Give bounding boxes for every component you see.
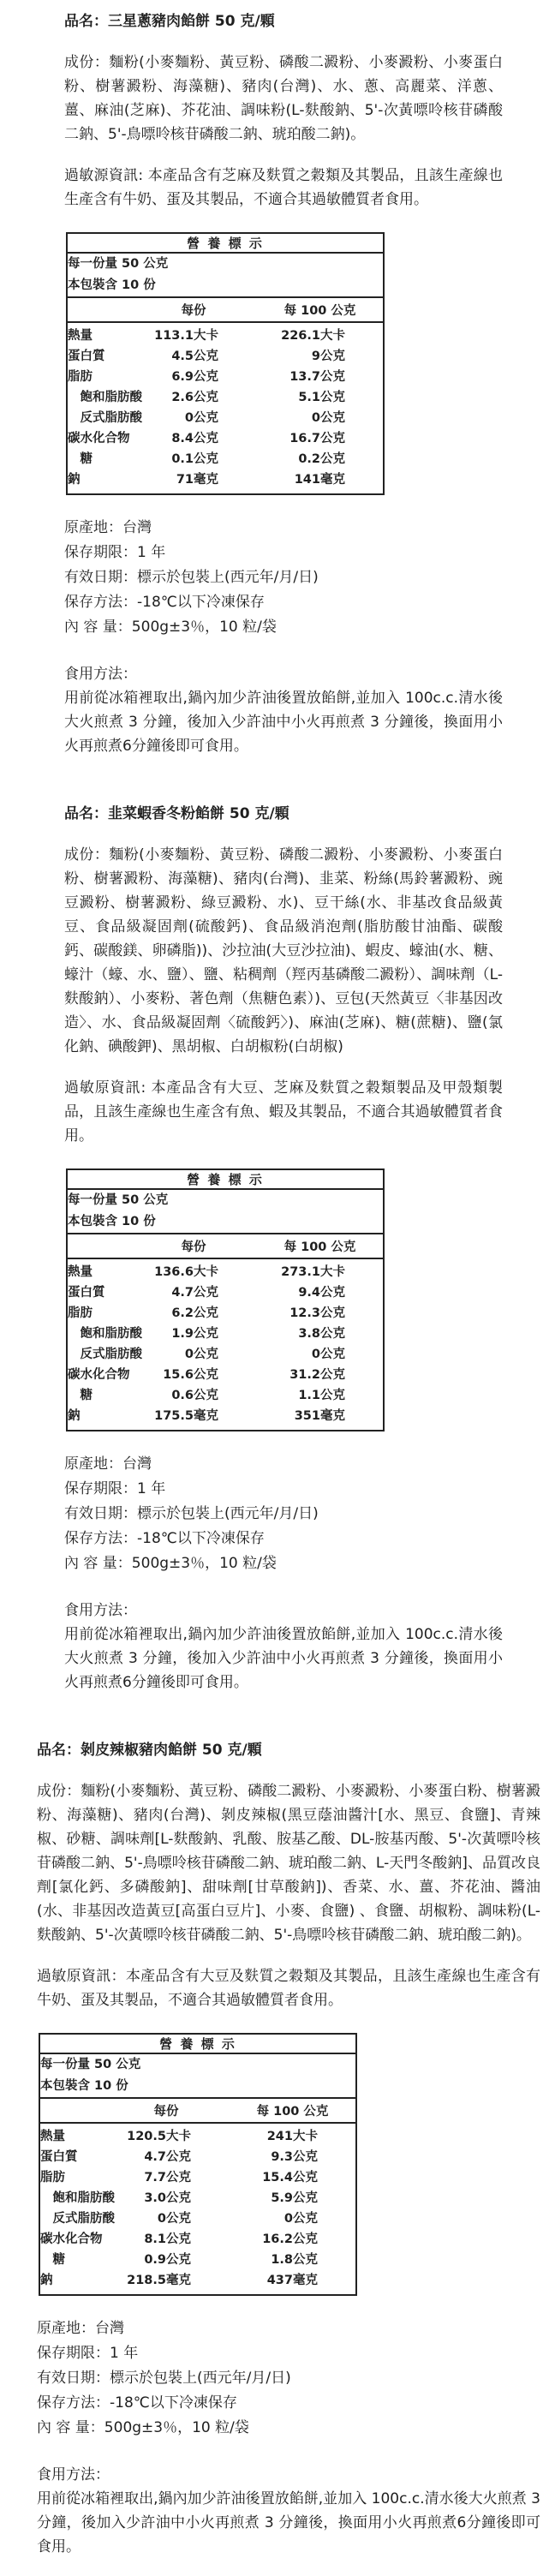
per-serving-value: 120.5 xyxy=(127,2130,166,2143)
per-100g-unit: 公克 xyxy=(320,1286,345,1300)
per-serving-unit: 毫克 xyxy=(194,473,218,487)
nutrition-row xyxy=(67,1258,384,1282)
nutrient-label: 熱量 xyxy=(40,2130,65,2143)
nutrient-label: 蛋白質 xyxy=(68,350,105,363)
nutrition-row xyxy=(39,2208,356,2229)
serving-info xyxy=(39,2053,356,2098)
nutrition-row xyxy=(39,2229,356,2250)
per-serving-unit: 公克 xyxy=(194,1348,218,1361)
per-serving-unit: 公克 xyxy=(166,2150,191,2164)
nutrition-row xyxy=(67,449,384,469)
per-100g-unit: 大卡 xyxy=(293,2130,318,2143)
per-serving-value: 7.7 xyxy=(144,2171,166,2185)
per-100g-unit: 大卡 xyxy=(320,329,345,343)
per-100g-unit: 公克 xyxy=(320,1306,345,1320)
per-serving-unit: 公克 xyxy=(194,1389,218,1402)
net-content-line: 內 容 量：500g±3％，10 粒/袋 xyxy=(64,1555,277,1572)
per-100g-value: 226.1 xyxy=(281,329,320,343)
per-100g-value: 0.2 xyxy=(298,452,320,466)
product-name: 品名：剝皮辣椒豬肉餡餅 50 克/顆 xyxy=(37,1742,262,1759)
per-serving-unit: 公克 xyxy=(166,2212,191,2226)
per-100g-unit: 公克 xyxy=(320,1389,345,1402)
storage-info-block xyxy=(64,1452,503,1576)
shelf-life-line: 保存期限：1 年 xyxy=(64,1480,166,1497)
expiry-date-line: 有效日期：標示於包裝上(西元年/月/日) xyxy=(64,1505,319,1522)
origin-line: 原產地：台灣 xyxy=(37,2320,124,2337)
per-serving-value: 6.9 xyxy=(171,370,194,384)
per-serving-unit: 公克 xyxy=(194,1286,218,1300)
per-serving-unit: 公克 xyxy=(166,2171,191,2185)
per-100g-value: 9.3 xyxy=(271,2150,293,2164)
usage-title: 食用方法： xyxy=(64,666,137,683)
product-name: 品名：三星蔥豬肉餡餅 50 克/顆 xyxy=(64,13,275,30)
net-content-line: 內 容 量：500g±3％，10 粒/袋 xyxy=(37,2419,249,2436)
servings-per-pack-line: 本包裝含 10 份 xyxy=(68,1215,156,1228)
per-serving-value: 6.2 xyxy=(171,1306,194,1320)
nutrient-label: 糖 xyxy=(68,1389,92,1402)
nutrition-row xyxy=(67,428,384,449)
per-100g-value: 273.1 xyxy=(281,1265,320,1279)
product-section-3 xyxy=(37,1739,540,2559)
nutrition-rows xyxy=(67,1258,384,1431)
column-header-per-100g: 每 100 公克 xyxy=(257,1234,384,1258)
per-serving-value: 8.1 xyxy=(144,2232,166,2246)
serving-size-line: 每一份量 50 公克 xyxy=(68,1193,169,1207)
nutrition-row xyxy=(67,1344,384,1365)
usage-title: 食用方法： xyxy=(64,1602,137,1619)
shelf-life-line: 保存期限：1 年 xyxy=(37,2345,139,2362)
per-100g-value: 5.9 xyxy=(271,2191,293,2205)
nutrient-label: 反式脂肪酸 xyxy=(68,1348,142,1361)
per-serving-value: 0 xyxy=(184,1348,194,1361)
net-content-line: 內 容 量：500g±3％，10 粒/袋 xyxy=(64,619,277,636)
per-serving-unit: 公克 xyxy=(166,2232,191,2246)
per-100g-value: 16.2 xyxy=(262,2232,293,2246)
column-header-per-serving: 每份 xyxy=(130,1234,257,1258)
per-serving-value: 0 xyxy=(184,411,194,425)
per-100g-value: 9.4 xyxy=(298,1286,320,1300)
per-serving-unit: 大卡 xyxy=(166,2130,191,2143)
column-header-per-100g: 每 100 公克 xyxy=(257,297,384,322)
product-section-1 xyxy=(64,10,503,758)
nutrition-row xyxy=(39,2167,356,2188)
per-serving-value: 8.4 xyxy=(171,432,194,445)
per-serving-unit: 公克 xyxy=(166,2191,191,2205)
per-100g-value: 9 xyxy=(311,350,320,363)
nutrition-table xyxy=(66,232,385,495)
nutrient-label: 碳水化合物 xyxy=(68,432,130,445)
per-serving-unit: 公克 xyxy=(194,350,218,363)
per-100g-unit: 公克 xyxy=(293,2212,318,2226)
nutrient-label: 反式脂肪酸 xyxy=(68,411,142,425)
per-100g-unit: 公克 xyxy=(320,391,345,404)
nutrition-table xyxy=(39,2033,357,2296)
usage-text: 用前從冰箱裡取出,鍋內加少許油後置放餡餅,並加入 100c.c.清水後大火煎煮 3 分鐘，後加入少許油中小火再煎煮 3 分鐘後，換面用小火再煎煮6分鐘後即可食用。 xyxy=(37,2490,540,2555)
usage-title: 食用方法： xyxy=(37,2466,110,2483)
per-serving-value: 175.5 xyxy=(154,1409,194,1423)
nutrient-label: 脂肪 xyxy=(68,370,92,384)
per-100g-unit: 公克 xyxy=(320,432,345,445)
nutrient-label: 鈉 xyxy=(68,1409,81,1423)
per-100g-value: 5.1 xyxy=(298,391,320,404)
nutrient-label: 鈉 xyxy=(68,473,81,487)
storage-method-line: 保存方法：-18℃以下冷凍保存 xyxy=(37,2394,237,2412)
per-serving-unit: 毫克 xyxy=(194,1409,218,1423)
expiry-date-line: 有效日期：標示於包裝上(西元年/月/日) xyxy=(64,569,319,586)
servings-per-pack-line: 本包裝含 10 份 xyxy=(40,2079,128,2093)
serving-size-line: 每一份量 50 公克 xyxy=(40,2058,141,2071)
per-serving-unit: 公克 xyxy=(194,370,218,384)
per-100g-unit: 公克 xyxy=(320,350,345,363)
nutrition-row xyxy=(67,1365,384,1385)
column-header-per-serving: 每份 xyxy=(103,2098,230,2123)
per-100g-unit: 公克 xyxy=(320,1368,345,1382)
per-serving-unit: 公克 xyxy=(166,2253,191,2267)
per-serving-unit: 大卡 xyxy=(194,329,218,343)
column-header-spacer xyxy=(67,1234,130,1258)
per-100g-unit: 公克 xyxy=(320,370,345,384)
nutrient-label: 糖 xyxy=(68,452,92,466)
per-serving-value: 4.7 xyxy=(144,2150,166,2164)
per-100g-unit: 公克 xyxy=(293,2253,318,2267)
per-serving-value: 218.5 xyxy=(127,2274,166,2287)
nutrition-row xyxy=(39,2250,356,2270)
nutrition-rows xyxy=(67,322,384,494)
product-section-2 xyxy=(64,803,503,1694)
nutrition-row xyxy=(67,1385,384,1406)
per-100g-value: 1.8 xyxy=(271,2253,293,2267)
serving-info xyxy=(67,1189,384,1234)
per-100g-unit: 公克 xyxy=(320,1348,345,1361)
usage-text: 用前從冰箱裡取出,鍋內加少許油後置放餡餅,並加入 100c.c.清水後大火煎煮 3 分鐘，後加入少許油中小火再煎煮 3 分鐘後，換面用小火再煎煮6分鐘後即可食用。 xyxy=(64,690,503,755)
per-100g-value: 241 xyxy=(266,2130,293,2143)
nutrition-row xyxy=(39,2147,356,2167)
nutrition-row xyxy=(67,1303,384,1324)
nutrient-label: 熱量 xyxy=(68,329,92,343)
per-serving-value: 1.9 xyxy=(171,1327,194,1341)
per-100g-value: 15.4 xyxy=(262,2171,293,2185)
per-100g-value: 1.1 xyxy=(298,1389,320,1402)
per-100g-unit: 公克 xyxy=(320,452,345,466)
per-serving-value: 0 xyxy=(157,2212,166,2226)
per-100g-value: 0 xyxy=(311,1348,320,1361)
per-100g-unit: 公克 xyxy=(320,411,345,425)
per-100g-unit: 公克 xyxy=(293,2191,318,2205)
origin-line: 原產地：台灣 xyxy=(64,1455,152,1473)
per-100g-value: 0 xyxy=(283,2212,293,2226)
ingredients-paragraph: 成份：麵粉(小麥麵粉、黃豆粉、磷酸二澱粉、小麥澱粉、小麥蛋白粉、樹薯澱粉、海藻糖)、豬肉(台灣)、剝皮辣椒(黑豆蔭油醬汁[水、黑豆、食鹽]、青辣椒、砂糖、調味劑[L-麩酸鈉、乳酸、胺基乙酸、DL-胺基丙酸、5'-次黃嘌呤核苷磷酸二鈉、5'-鳥嘌呤核苷磷酸二鈉、琥珀酸二鈉、L-天門冬酸鈉]、品質改良劑[氯化鈣、多磷酸鈉]、甜味劑[甘草酸鈉])、香菜、水、薑、芥花油、醬油(水、非基因改造黃豆[高蛋白豆片]、小麥、食鹽) 、食鹽、胡椒粉、調味粉(L-麩酸鈉、5'-次黃嘌呤核苷磷酸二鈉、5'-鳥嘌呤核苷磷酸二鈉、琥珀酸二鈉)。 xyxy=(37,1783,540,1944)
nutrition-rows xyxy=(39,2123,356,2295)
per-100g-unit: 公克 xyxy=(320,1327,345,1341)
allergen-paragraph: 過敏源資訊: 本產品含有芝麻及麩質之穀類及其製品，且該生產線也生產含有牛奶、蛋及其製品，不適合其過敏體質者食用。 xyxy=(64,167,503,208)
per-serving-value: 113.1 xyxy=(154,329,194,343)
ingredients-paragraph: 成份：麵粉(小麥麵粉、黃豆粉、磷酸二澱粉、小麥澱粉、小麥蛋白粉、樹薯澱粉、海藻糖)、豬肉(台灣)、韭菜、粉絲(馬鈴薯澱粉、豌豆澱粉、樹薯澱粉、綠豆澱粉、水)、豆干絲(水、非基改食品級黃豆、食品級凝固劑(硫酸鈣)、食品級消泡劑(脂肪酸甘油酯、碳酸鈣、碳酸鎂、卵磷脂))、沙拉油(大豆沙拉油)、蝦皮、蠔油(水、糖、蠔汁（蠔、水、鹽）、鹽、粘稠劑（羥丙基磷酸二澱粉）、調味劑（L-麩酸鈉）、小麥粉、著色劑（焦糖色素）)、豆包(天然黃豆〈非基因改造〉、水、食品級凝固劑〈硫酸鈣〉)、麻油(芝麻)、糖(蔗糖)、鹽(氯化鈉、碘酸鉀)、黑胡椒、白胡椒粉(白胡椒) xyxy=(64,846,503,1055)
per-100g-value: 16.7 xyxy=(289,432,320,445)
servings-per-pack-line: 本包裝含 10 份 xyxy=(68,278,156,292)
product-name: 品名：韭菜蝦香冬粉餡餅 50 克/顆 xyxy=(64,805,289,822)
nutrition-table xyxy=(66,1168,385,1431)
nutrient-label: 碳水化合物 xyxy=(68,1368,130,1382)
nutrition-row xyxy=(67,346,384,367)
per-serving-value: 71 xyxy=(176,473,194,487)
nutrition-row xyxy=(67,1324,384,1344)
column-header-spacer xyxy=(39,2098,103,2123)
nutrition-row xyxy=(67,322,384,346)
per-serving-unit: 公克 xyxy=(194,1327,218,1341)
per-serving-value: 0.1 xyxy=(171,452,194,466)
per-100g-value: 13.7 xyxy=(289,370,320,384)
nutrition-table-head xyxy=(67,233,384,322)
per-serving-unit: 公克 xyxy=(194,1368,218,1382)
nutrient-label: 鈉 xyxy=(40,2274,53,2287)
column-header-per-serving: 每份 xyxy=(130,297,257,322)
nutrition-title: 營 養 標 示 xyxy=(67,233,384,253)
per-100g-unit: 公克 xyxy=(293,2232,318,2246)
nutrition-table-head xyxy=(67,1169,384,1258)
nutrition-row xyxy=(67,1406,384,1431)
per-100g-value: 351 xyxy=(294,1409,320,1423)
nutrient-label: 反式脂肪酸 xyxy=(40,2212,115,2226)
per-serving-unit: 毫克 xyxy=(166,2274,191,2287)
per-100g-unit: 公克 xyxy=(293,2171,318,2185)
per-serving-unit: 公克 xyxy=(194,452,218,466)
usage-text: 用前從冰箱裡取出,鍋內加少許油後置放餡餅,並加入 100c.c.清水後大火煎煮 3 分鐘，後加入少許油中小火再煎煮 3 分鐘後，換面用小火再煎煮6分鐘後即可食用。 xyxy=(64,1626,503,1691)
nutrition-row xyxy=(39,2270,356,2295)
allergen-paragraph: 過敏原資訊: 本產品含有大豆、芝麻及麩質之穀類製品及甲殼類製品，且該生產線也生產含有魚、蝦及其製品，不適合其過敏體質者食用。 xyxy=(64,1079,503,1145)
nutrition-row xyxy=(67,469,384,494)
nutrition-row xyxy=(39,2188,356,2208)
per-serving-value: 2.6 xyxy=(171,391,194,404)
nutrient-label: 脂肪 xyxy=(40,2171,65,2185)
serving-info xyxy=(67,253,384,297)
nutrition-title: 營 養 標 示 xyxy=(39,2034,356,2053)
storage-method-line: 保存方法：-18℃以下冷凍保存 xyxy=(64,1530,265,1547)
nutrient-label: 熱量 xyxy=(68,1265,92,1279)
per-serving-unit: 大卡 xyxy=(194,1265,218,1279)
nutrition-row xyxy=(67,387,384,408)
per-serving-value: 4.7 xyxy=(171,1286,194,1300)
nutrient-label: 蛋白質 xyxy=(68,1286,105,1300)
per-100g-value: 0 xyxy=(311,411,320,425)
origin-line: 原產地：台灣 xyxy=(64,519,152,536)
per-serving-value: 15.6 xyxy=(163,1368,194,1382)
nutrient-label: 蛋白質 xyxy=(40,2150,78,2164)
storage-method-line: 保存方法：-18℃以下冷凍保存 xyxy=(64,594,265,611)
nutrient-label: 飽和脂肪酸 xyxy=(68,391,142,404)
expiry-date-line: 有效日期：標示於包裝上(西元年/月/日) xyxy=(37,2370,291,2387)
nutrient-label: 脂肪 xyxy=(68,1306,92,1320)
per-serving-value: 4.5 xyxy=(171,350,194,363)
per-100g-value: 141 xyxy=(294,473,320,487)
ingredients-paragraph: 成份：麵粉(小麥麵粉、黃豆粉、磷酸二澱粉、小麥澱粉、小麥蛋白粉、樹薯澱粉、海藻糖)、豬肉(台灣)、水、蔥、高麗菜、洋蔥、薑、麻油(芝麻)、芥花油、調味粉(L-麩酸鈉、5'-次黃嘌呤核苷磷酸二鈉、5'-鳥嘌呤核苷磷酸二鈉、琥珀酸二鈉)。 xyxy=(64,54,503,143)
nutrition-row xyxy=(67,367,384,387)
nutrient-label: 糖 xyxy=(40,2253,65,2267)
per-100g-unit: 公克 xyxy=(293,2150,318,2164)
per-100g-unit: 毫克 xyxy=(293,2274,318,2287)
nutrition-row xyxy=(67,1282,384,1303)
per-serving-value: 0.9 xyxy=(144,2253,166,2267)
per-serving-unit: 公克 xyxy=(194,411,218,425)
per-100g-value: 437 xyxy=(266,2274,293,2287)
storage-info-block xyxy=(64,516,503,640)
serving-size-line: 每一份量 50 公克 xyxy=(68,257,169,271)
column-header-per-100g: 每 100 公克 xyxy=(230,2098,356,2123)
nutrition-row xyxy=(67,408,384,428)
per-serving-value: 3.0 xyxy=(144,2191,166,2205)
per-100g-value: 3.8 xyxy=(298,1327,320,1341)
per-100g-unit: 毫克 xyxy=(320,1409,345,1423)
per-100g-value: 31.2 xyxy=(289,1368,320,1382)
per-serving-value: 0.6 xyxy=(171,1389,194,1402)
nutrient-label: 飽和脂肪酸 xyxy=(40,2191,115,2205)
nutrient-label: 飽和脂肪酸 xyxy=(68,1327,142,1341)
nutrition-title: 營 養 標 示 xyxy=(67,1169,384,1189)
column-header-spacer xyxy=(67,297,130,322)
per-100g-value: 12.3 xyxy=(289,1306,320,1320)
per-serving-unit: 公克 xyxy=(194,391,218,404)
nutrition-row xyxy=(39,2123,356,2147)
nutrition-table-head xyxy=(39,2034,356,2123)
per-serving-unit: 公克 xyxy=(194,432,218,445)
allergen-paragraph: 過敏原資訊：本產品含有大豆及麩質之穀類及其製品，且該生產線也生產含有牛奶、蛋及其製品，不適合其過敏體質者食用。 xyxy=(37,1968,540,2009)
shelf-life-line: 保存期限：1 年 xyxy=(64,544,166,561)
storage-info-block xyxy=(37,2316,540,2441)
per-serving-value: 136.6 xyxy=(154,1265,194,1279)
per-100g-unit: 毫克 xyxy=(320,473,345,487)
per-100g-unit: 大卡 xyxy=(320,1265,345,1279)
per-serving-unit: 公克 xyxy=(194,1306,218,1320)
nutrient-label: 碳水化合物 xyxy=(40,2232,103,2246)
